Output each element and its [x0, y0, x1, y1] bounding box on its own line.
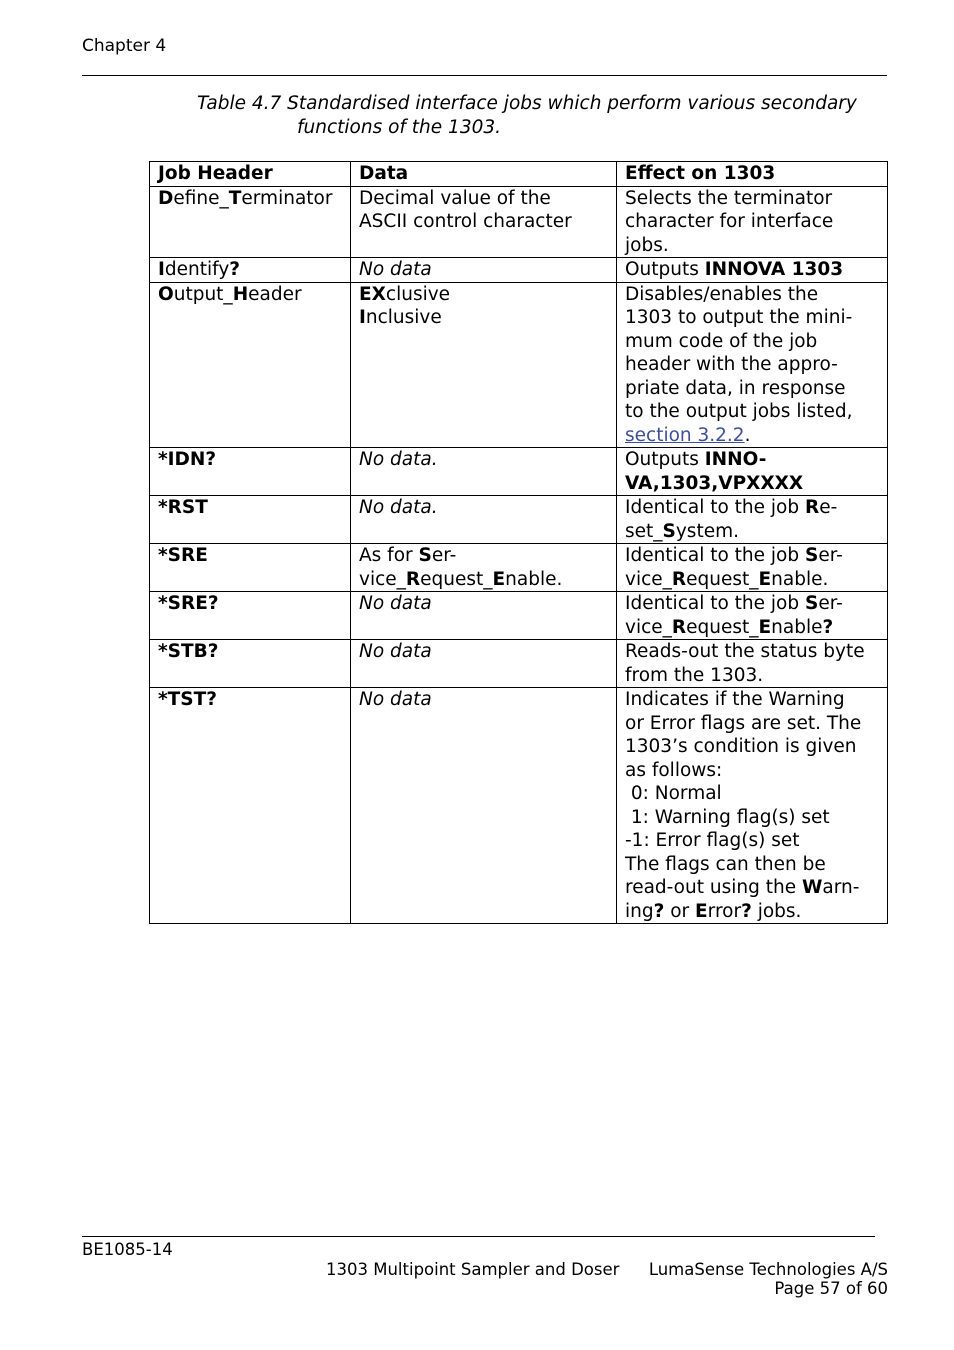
cell-text: erminator — [241, 187, 333, 209]
cell-text: to the output jobs listed, — [625, 401, 853, 422]
cell-text: efine_ — [173, 187, 229, 209]
cell-text: *SRE — [158, 545, 208, 566]
cell-text: -1: Error flag(s) set — [625, 830, 800, 851]
data-cell — [351, 496, 617, 544]
cell-text: Selects the terminator — [625, 187, 833, 209]
effect-cell — [617, 448, 888, 496]
table-body — [150, 186, 888, 924]
cell-text: No data. — [359, 449, 438, 470]
table-row — [150, 282, 888, 448]
effect-cell — [617, 282, 888, 448]
cell-text: No data — [359, 689, 432, 710]
chapter-label: Chapter 4 — [82, 36, 167, 56]
cell-text: EX — [359, 283, 386, 305]
table-row — [150, 186, 888, 258]
cell-text: S — [805, 545, 819, 566]
cell-text: *RST — [158, 497, 208, 518]
cell-text: rror — [707, 900, 742, 922]
cell-text: The flags can then be — [625, 853, 826, 875]
cell-text: R — [671, 568, 687, 590]
job-header-cell — [150, 544, 351, 592]
cell-text: er- — [818, 545, 843, 566]
table-row — [150, 640, 888, 688]
cell-text: eader — [248, 283, 302, 305]
cell-text: mum code of the job — [625, 330, 818, 352]
data-cell — [351, 186, 617, 258]
cell-text: 1: Warning flag(s) set — [625, 806, 830, 828]
cell-text: I — [158, 259, 165, 280]
cell-text: E — [758, 616, 772, 638]
cell-text: W — [801, 877, 823, 898]
caption-line-2: functions of the 1303. — [297, 116, 502, 138]
cell-text: O — [158, 283, 174, 305]
cell-text: Indicates if the Warning — [625, 689, 845, 710]
cell-text: E — [695, 900, 708, 922]
cell-text: Identical to the job — [625, 497, 806, 518]
cell-text: header with the appro- — [625, 354, 838, 375]
cell-text: No data — [359, 593, 432, 614]
cell-text: nable — [771, 616, 823, 638]
table-row — [150, 544, 888, 592]
cell-text: I — [359, 307, 366, 328]
header-rule — [82, 75, 887, 76]
product-name: 1303 Multipoint Sampler and Doser — [326, 1260, 620, 1279]
effect-cell — [617, 186, 888, 258]
job-header-cell — [150, 496, 351, 544]
cell-text: *SRE? — [158, 593, 219, 614]
data-cell — [351, 688, 617, 924]
effect-cell — [617, 592, 888, 640]
cell-text: 0: Normal — [625, 783, 722, 804]
cell-text: nable. — [505, 568, 563, 590]
cell-text: 1303’s condition is given — [625, 736, 857, 757]
cell-text: nclusive — [365, 307, 442, 328]
column-header-data: Data — [351, 162, 617, 187]
cell-text: H — [232, 283, 249, 305]
job-header-cell — [150, 640, 351, 688]
cell-text: E — [758, 568, 772, 590]
cell-text: Outputs — [625, 259, 705, 280]
job-header-cell — [150, 186, 351, 258]
cell-text: As for — [359, 545, 419, 566]
cell-text: equest_ — [686, 568, 759, 590]
cell-text: . — [744, 424, 751, 446]
job-header-cell — [150, 448, 351, 496]
cell-text: e- — [819, 497, 838, 518]
page-number: Page 57 of 60 — [774, 1279, 888, 1298]
cell-text: ? — [741, 900, 752, 922]
cell-text: or — [664, 900, 696, 922]
cell-text: No data. — [359, 497, 438, 518]
column-header-effect: Effect on 1303 — [617, 162, 888, 187]
table-row — [150, 592, 888, 640]
cell-text: Outputs — [625, 449, 705, 470]
cell-text: *STB? — [158, 641, 219, 662]
cell-text: nable. — [771, 568, 829, 590]
table-row — [150, 448, 888, 496]
section-link[interactable]: section 3.2.2 — [625, 424, 745, 446]
cell-text: S — [418, 545, 432, 566]
cell-text: R — [405, 568, 421, 590]
cell-text: INNO- — [704, 449, 767, 470]
cell-text: Disables/enables the — [625, 283, 819, 305]
job-header-cell — [150, 688, 351, 924]
cell-text: Reads-out the status byte — [625, 641, 865, 662]
data-cell — [351, 282, 617, 448]
effect-cell — [617, 544, 888, 592]
cell-text: ASCII control character — [359, 211, 572, 232]
cell-text: No data — [359, 641, 432, 662]
table-row — [150, 258, 888, 283]
cell-text: or Error flags are set. The — [625, 712, 862, 734]
table-header-row — [150, 162, 888, 187]
cell-text: ? — [653, 900, 665, 922]
cell-text: character for interface — [625, 211, 834, 232]
cell-text: set_ — [625, 520, 663, 542]
cell-text: S — [662, 520, 676, 542]
effect-cell — [617, 258, 888, 283]
cell-text: er- — [431, 545, 457, 566]
cell-text: jobs. — [751, 900, 802, 922]
table-caption — [197, 92, 907, 139]
data-cell — [351, 640, 617, 688]
data-cell — [351, 258, 617, 283]
cell-text: clusive — [385, 283, 451, 305]
cell-text: Identical to the job — [625, 593, 806, 614]
cell-text: ing — [625, 900, 654, 922]
cell-text: ? — [229, 259, 241, 280]
cell-text: vice_ — [359, 568, 406, 590]
cell-text: utput_ — [173, 283, 233, 305]
interface-jobs-table — [149, 161, 888, 924]
table-row — [150, 496, 888, 544]
cell-text: 1303 to output the mini- — [625, 307, 853, 328]
cell-text: dentify — [164, 259, 230, 280]
effect-cell — [617, 688, 888, 924]
cell-text: equest_ — [420, 568, 493, 590]
cell-text: R — [671, 616, 687, 638]
cell-text: VA,1303,VPXXXX — [625, 472, 804, 494]
cell-text: read-out using the — [625, 877, 802, 898]
table-row — [150, 688, 888, 924]
company-name: LumaSense Technologies A/S — [648, 1260, 888, 1279]
cell-text: Identical to the job — [625, 545, 806, 566]
cell-text: vice_ — [625, 568, 672, 590]
cell-text: arn- — [822, 877, 860, 898]
cell-text: S — [805, 593, 819, 614]
doc-id: BE1085-14 — [82, 1240, 173, 1259]
cell-text: E — [492, 568, 506, 590]
data-cell — [351, 544, 617, 592]
cell-text: INNOVA 1303 — [704, 259, 844, 280]
cell-text: jobs. — [625, 234, 669, 256]
data-cell — [351, 592, 617, 640]
cell-text: from the 1303. — [625, 664, 764, 686]
cell-text: er- — [818, 593, 843, 614]
cell-text: ystem. — [675, 520, 739, 542]
effect-cell — [617, 496, 888, 544]
footer-rule — [82, 1236, 875, 1237]
cell-text: *TST? — [158, 689, 217, 710]
cell-text: equest_ — [686, 616, 759, 638]
cell-text: T — [228, 187, 242, 209]
job-header-cell — [150, 282, 351, 448]
data-cell — [351, 448, 617, 496]
cell-text: *IDN? — [158, 449, 217, 470]
job-header-cell — [150, 592, 351, 640]
cell-text: D — [158, 187, 174, 209]
caption-line-1: Table 4.7 Standardised interface jobs which perform various secondary — [197, 93, 857, 114]
cell-text: priate data, in response — [625, 377, 846, 399]
job-header-cell — [150, 258, 351, 283]
column-header-job: Job Header — [150, 162, 351, 187]
cell-text: No data — [359, 259, 432, 280]
cell-text: as follows: — [625, 759, 723, 781]
cell-text: vice_ — [625, 616, 672, 638]
cell-text: Decimal value of the — [359, 187, 551, 209]
cell-text: R — [805, 497, 820, 518]
cell-text: ? — [822, 616, 834, 638]
effect-cell — [617, 640, 888, 688]
